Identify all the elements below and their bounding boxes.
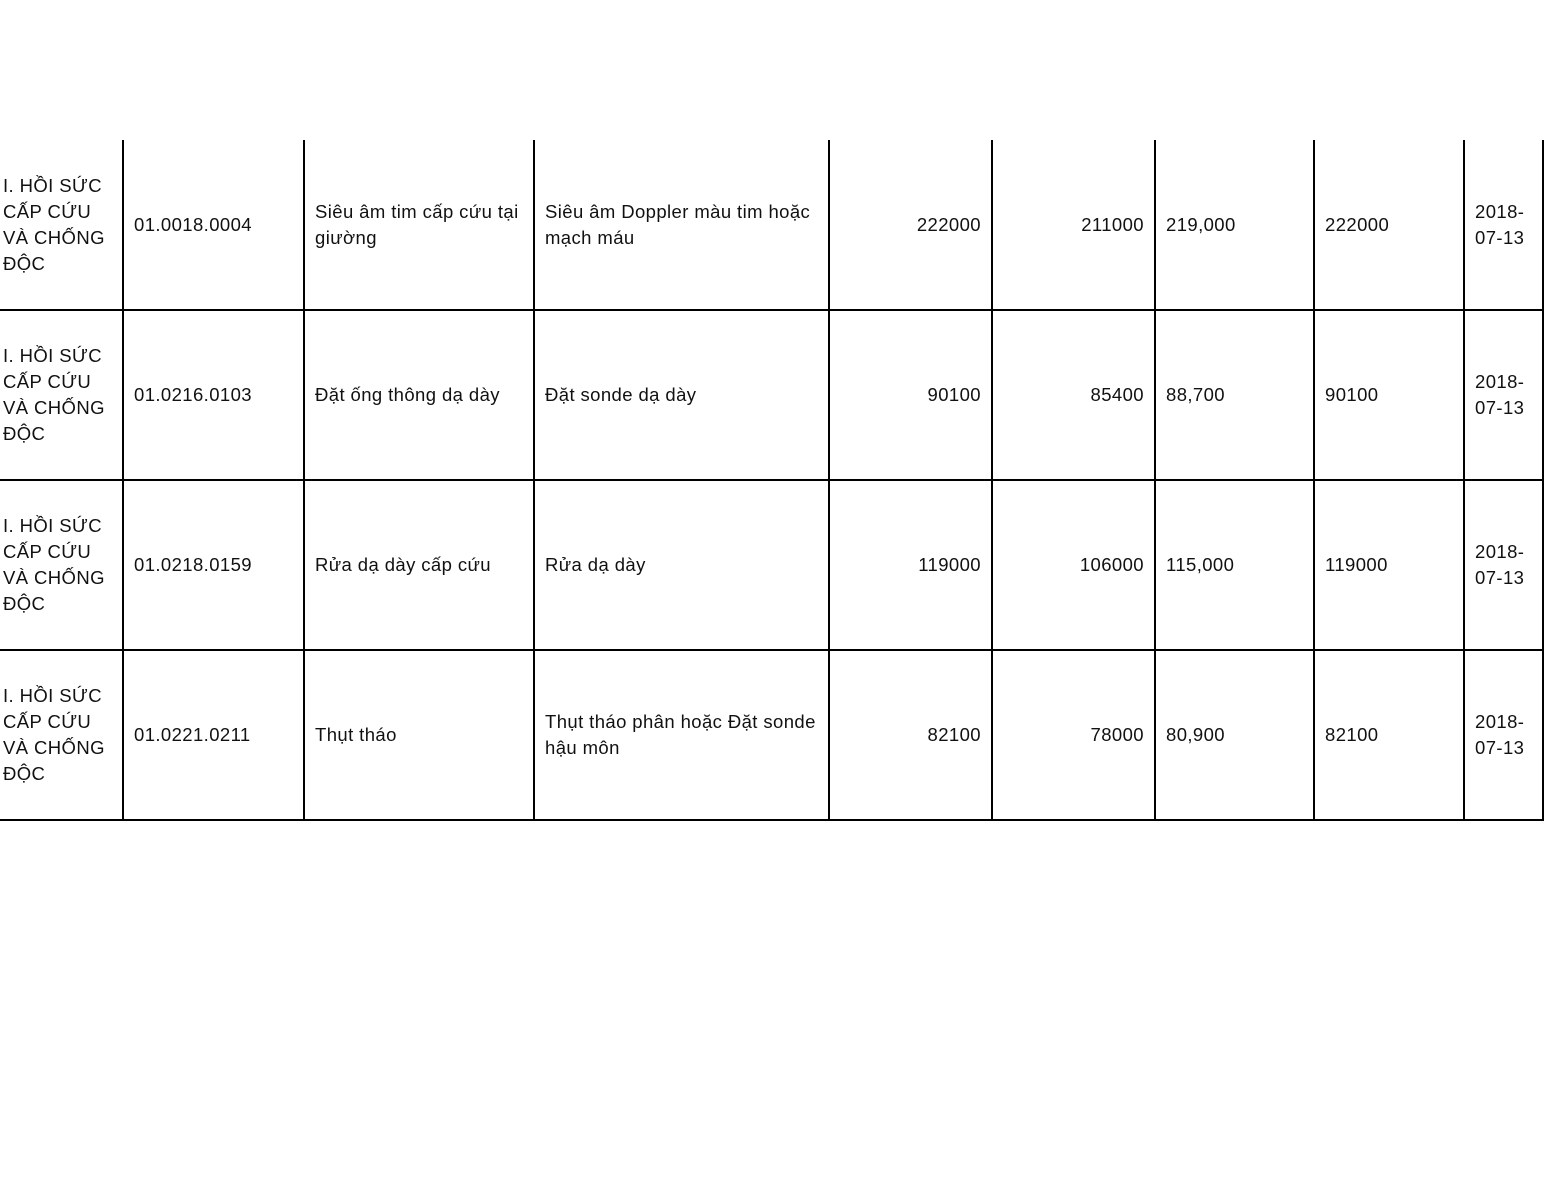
price-1-cell: 222000 [829,140,992,310]
date-cell: 2018-07-13 [1464,310,1543,480]
table-row [0,310,1543,480]
price-2-cell: 211000 [992,140,1155,310]
code-cell: 01.0216.0103 [123,310,304,480]
date-cell: 2018-07-13 [1464,140,1543,310]
table-row [0,480,1543,650]
price-3-cell: 115,000 [1155,480,1314,650]
price-2-cell: 78000 [992,650,1155,820]
date-cell: 2018-07-13 [1464,480,1543,650]
group-cell: I. HỒI SỨC CẤP CỨU VÀ CHỐNG ĐỘC [0,650,123,820]
table-row [0,140,1543,310]
equivalent-name-cell: Đặt sonde dạ dày [534,310,829,480]
price-1-cell: 119000 [829,480,992,650]
price-3-cell: 219,000 [1155,140,1314,310]
code-cell: 01.0018.0004 [123,140,304,310]
service-name-cell: Rửa dạ dày cấp cứu [304,480,534,650]
price-1-cell: 82100 [829,650,992,820]
price-4-cell: 222000 [1314,140,1464,310]
group-cell: I. HỒI SỨC CẤP CỨU VÀ CHỐNG ĐỘC [0,480,123,650]
price-4-cell: 82100 [1314,650,1464,820]
service-name-cell: Đặt ống thông dạ dày [304,310,534,480]
code-cell: 01.0218.0159 [123,480,304,650]
group-cell: I. HỒI SỨC CẤP CỨU VÀ CHỐNG ĐỘC [0,310,123,480]
equivalent-name-cell: Siêu âm Doppler màu tim hoặc mạch máu [534,140,829,310]
equivalent-name-cell: Thụt tháo phân hoặc Đặt sonde hậu môn [534,650,829,820]
price-3-cell: 80,900 [1155,650,1314,820]
service-price-table [0,140,1544,821]
table-row [0,650,1543,820]
group-cell: I. HỒI SỨC CẤP CỨU VÀ CHỐNG ĐỘC [0,140,123,310]
price-1-cell: 90100 [829,310,992,480]
price-3-cell: 88,700 [1155,310,1314,480]
price-2-cell: 106000 [992,480,1155,650]
equivalent-name-cell: Rửa dạ dày [534,480,829,650]
code-cell: 01.0221.0211 [123,650,304,820]
price-4-cell: 119000 [1314,480,1464,650]
service-name-cell: Siêu âm tim cấp cứu tại giường [304,140,534,310]
date-cell: 2018-07-13 [1464,650,1543,820]
price-4-cell: 90100 [1314,310,1464,480]
price-2-cell: 85400 [992,310,1155,480]
service-name-cell: Thụt tháo [304,650,534,820]
